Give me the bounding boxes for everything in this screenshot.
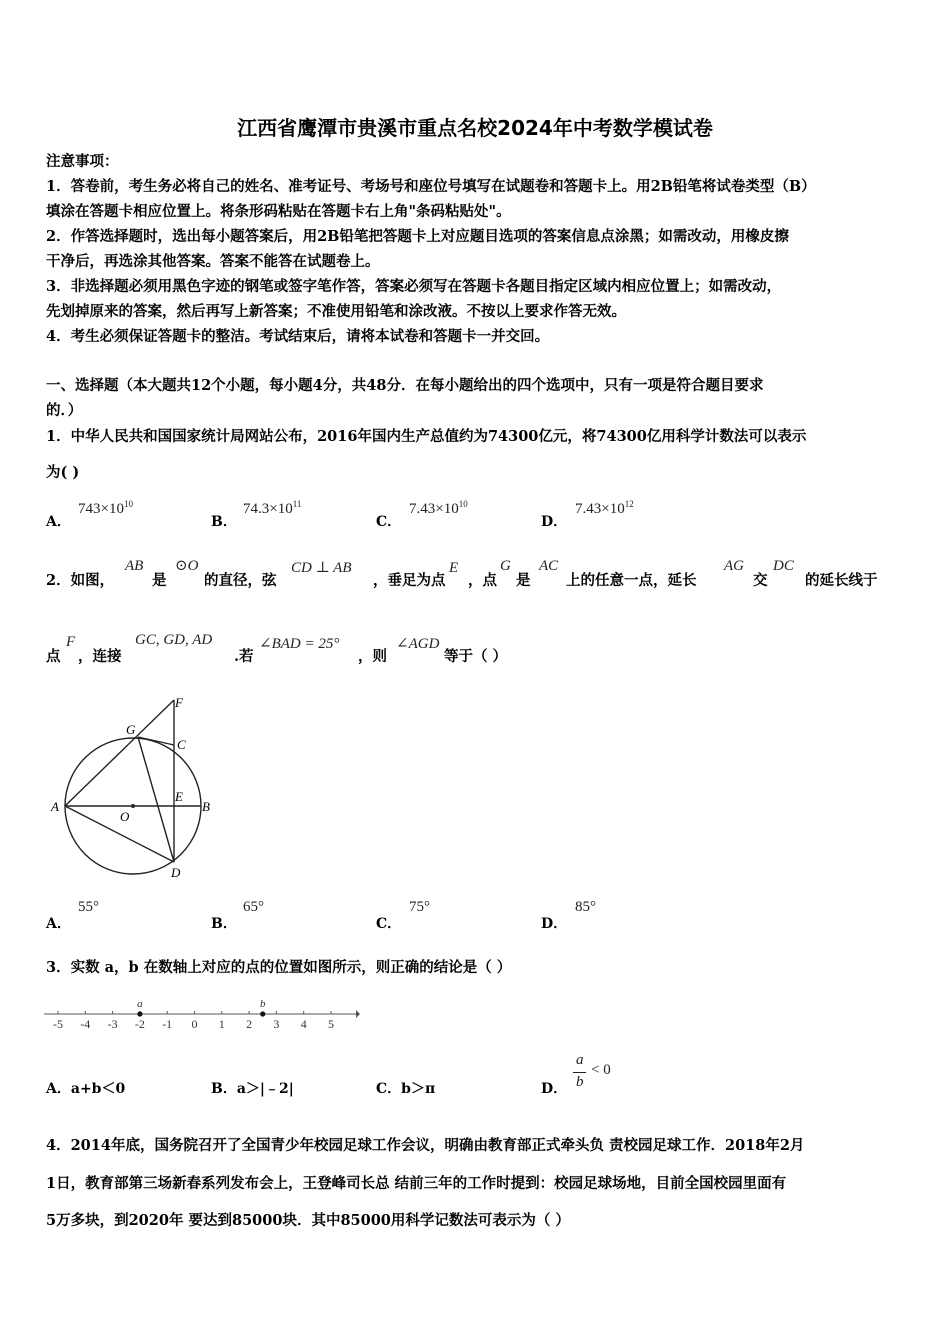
center-dot — [131, 804, 135, 808]
q2-text: 点 — [46, 648, 61, 665]
q2-option-a-value: 55° — [78, 899, 99, 915]
q1-option-b-value: $74.3\times 10^{11}$ — [243, 499, 302, 517]
q2-math-g: G — [500, 558, 511, 574]
q2-math-circle: ⊙O — [175, 558, 199, 574]
q2-text: ，则 — [358, 648, 387, 665]
q2-option-c-value: 75° — [409, 899, 430, 915]
q3-number-line — [40, 990, 360, 1035]
q2-option-b-label: B． — [211, 916, 237, 932]
q2-math-ac: AC — [539, 558, 559, 574]
notice-line: 干净后，再选涂其他答案。答案不能答在试题卷上。 — [46, 253, 380, 270]
axis-tick-label: -1 — [162, 1017, 173, 1031]
line-gc — [138, 737, 174, 745]
q2-option-d-value: 85° — [575, 899, 596, 915]
q1-option-a-value: $743\times 10^{10}$ — [78, 499, 133, 517]
notice-line: 先划掉原来的答案，然后再写上新答案；不准使用铅笔和涂改液。不按以上要求作答无效。 — [46, 303, 626, 320]
page-title: 江西省鹰潭市贵溪市重点名校2024年中考数学模试卷 — [237, 116, 713, 140]
q1-option-d-label: D． — [541, 514, 568, 530]
axis-tick-label: 0 — [191, 1017, 198, 1031]
point-b-label: b — [260, 998, 266, 1010]
notice-line: 填涂在答题卡相应位置上。将条形码粘贴在答题卡右上角"条码粘贴处"。 — [46, 203, 511, 220]
q2-math-perp: CD ⊥ AB — [291, 560, 352, 576]
q2-math-f: F — [66, 634, 76, 650]
fraction-bar — [573, 1072, 586, 1073]
axis-tick-label: -2 — [134, 1017, 145, 1031]
axis-tick-label: 4 — [300, 1017, 307, 1031]
q1-option-b-label: B． — [211, 514, 237, 530]
q2-text: 等于（ ） — [444, 648, 508, 665]
q4-stem: 1日，教育部第三场新春系列发布会上，王登峰司长总 结前三年的工作时提到：校园足球场地，目前全国校园里面有 — [46, 1175, 787, 1192]
line-af — [65, 700, 174, 806]
axis-tick-label: 3 — [273, 1017, 280, 1031]
fraction-denominator: b — [576, 1074, 584, 1090]
q3-option-c: C．b＞π — [376, 1081, 436, 1097]
label-e: E — [175, 789, 183, 804]
q2-text: 交 — [753, 572, 768, 589]
notice-line: 4．考生必须保证答题卡的整洁。考试结束后，请将本试卷和答题卡一并交回。 — [46, 328, 550, 345]
q1-stem-cont: 为( ) — [46, 464, 80, 481]
q1-option-c-value: $7.43\times 10^{10}$ — [409, 499, 468, 517]
q2-text: 是 — [516, 572, 531, 589]
axis-tick-label: -4 — [80, 1017, 91, 1031]
q1-option-d-value: $7.43\times 10^{12}$ — [575, 499, 634, 517]
section-heading-cont: 的．） — [46, 402, 83, 419]
label-c: C — [177, 737, 186, 752]
q2-math-dc: DC — [773, 558, 794, 574]
q1-option-a-label: A． — [46, 514, 71, 530]
q3-stem: 3．实数 a，b 在数轴上对应的点的位置如图所示，则正确的结论是（ ） — [46, 959, 512, 976]
axis-tick-label: 5 — [328, 1017, 334, 1031]
q2-option-b-value: 65° — [243, 899, 264, 915]
q2-text: 的延长线于 — [805, 572, 878, 589]
point-b — [260, 1011, 265, 1016]
q2-text: ，垂足为点 — [373, 572, 446, 589]
point-a-label: a — [137, 998, 143, 1010]
q2-text: .若 — [234, 648, 254, 665]
notice-heading: 注意事项： — [46, 153, 119, 170]
q2-math-ag: AG — [724, 558, 744, 574]
q2-math-agd: ∠AGD — [396, 636, 440, 652]
q2-math-ab: AB — [125, 558, 144, 574]
label-f: F — [175, 695, 183, 710]
q3-option-b: B．a＞|﹣2| — [211, 1081, 294, 1097]
axis-arrow — [356, 1010, 360, 1018]
q4-stem: 4．2014年底，国务院召开了全国青少年校园足球工作会议，明确由教育部正式牵头负 责校园足球工作．2018年2月 — [46, 1137, 805, 1154]
q2-text: 上的任意一点，延长 — [566, 572, 697, 589]
q2-text: 的直径，弦 — [204, 572, 277, 589]
q3-option-d-fraction — [573, 1052, 629, 1096]
axis-tick-label: -5 — [53, 1017, 63, 1031]
label-a: A — [51, 799, 59, 814]
notice-line: 2．作答选择题时，选出每小题答案后，用2B铅笔把答题卡上对应题目选项的答案信息点涂黑；如需改动，用橡皮擦 — [46, 228, 789, 245]
axis-tick-label: 2 — [246, 1017, 253, 1031]
q2-option-a-label: A． — [46, 916, 71, 932]
q2-text: 2．如图， — [46, 572, 115, 589]
axis-tick-label: -3 — [107, 1017, 118, 1031]
q3-option-a: A．a+b＜0 — [46, 1081, 126, 1097]
notice-line: 1．答卷前，考生务必将自己的姓名、准考证号、考场号和座位号填写在试题卷和答题卡上。用2B铅笔将试卷类型（B） — [46, 178, 816, 195]
q2-math-lines: GC, GD, AD — [135, 632, 213, 648]
q4-stem: 5万多块，到2020年 要达到85000块．其中85000用科学记数法可表示为（ ） — [46, 1212, 570, 1229]
label-o: O — [120, 809, 130, 824]
axis-tick-label: 1 — [218, 1017, 225, 1031]
q2-option-d-label: D． — [541, 916, 568, 932]
label-b: B — [202, 799, 210, 814]
label-g: G — [126, 722, 136, 737]
fraction-numerator: a — [576, 1052, 584, 1068]
q1-stem: 1．中华人民共和国国家统计局网站公布，2016年国内生产总值约为74300亿元，将74300亿用科学计数法可以表示 — [46, 428, 807, 445]
q2-text: ，连接 — [78, 648, 122, 665]
q1-option-c-label: C． — [376, 514, 402, 530]
section-heading: 一、选择题（本大题共12个小题，每小题4分，共48分．在每小题给出的四个选项中，只有一项是符合题目要求 — [46, 377, 764, 394]
q2-option-c-label: C． — [376, 916, 402, 932]
line-gd — [138, 737, 174, 862]
q2-text: ，点 — [468, 572, 497, 589]
q2-circle-figure — [46, 690, 226, 885]
notice-line: 3．非选择题必须用黑色字迹的钢笔或签字笔作答，答案必须写在答题卡各题目指定区域内相应位置上；如需改动， — [46, 278, 782, 295]
point-a — [137, 1011, 142, 1016]
fraction-relation: < 0 — [591, 1062, 611, 1078]
q2-text: 是 — [152, 572, 167, 589]
label-d: D — [171, 865, 181, 880]
q2-math-angle: ∠BAD = 25° — [259, 636, 340, 652]
q2-math-e: E — [449, 560, 459, 576]
q3-option-d-label: D． — [541, 1081, 568, 1097]
